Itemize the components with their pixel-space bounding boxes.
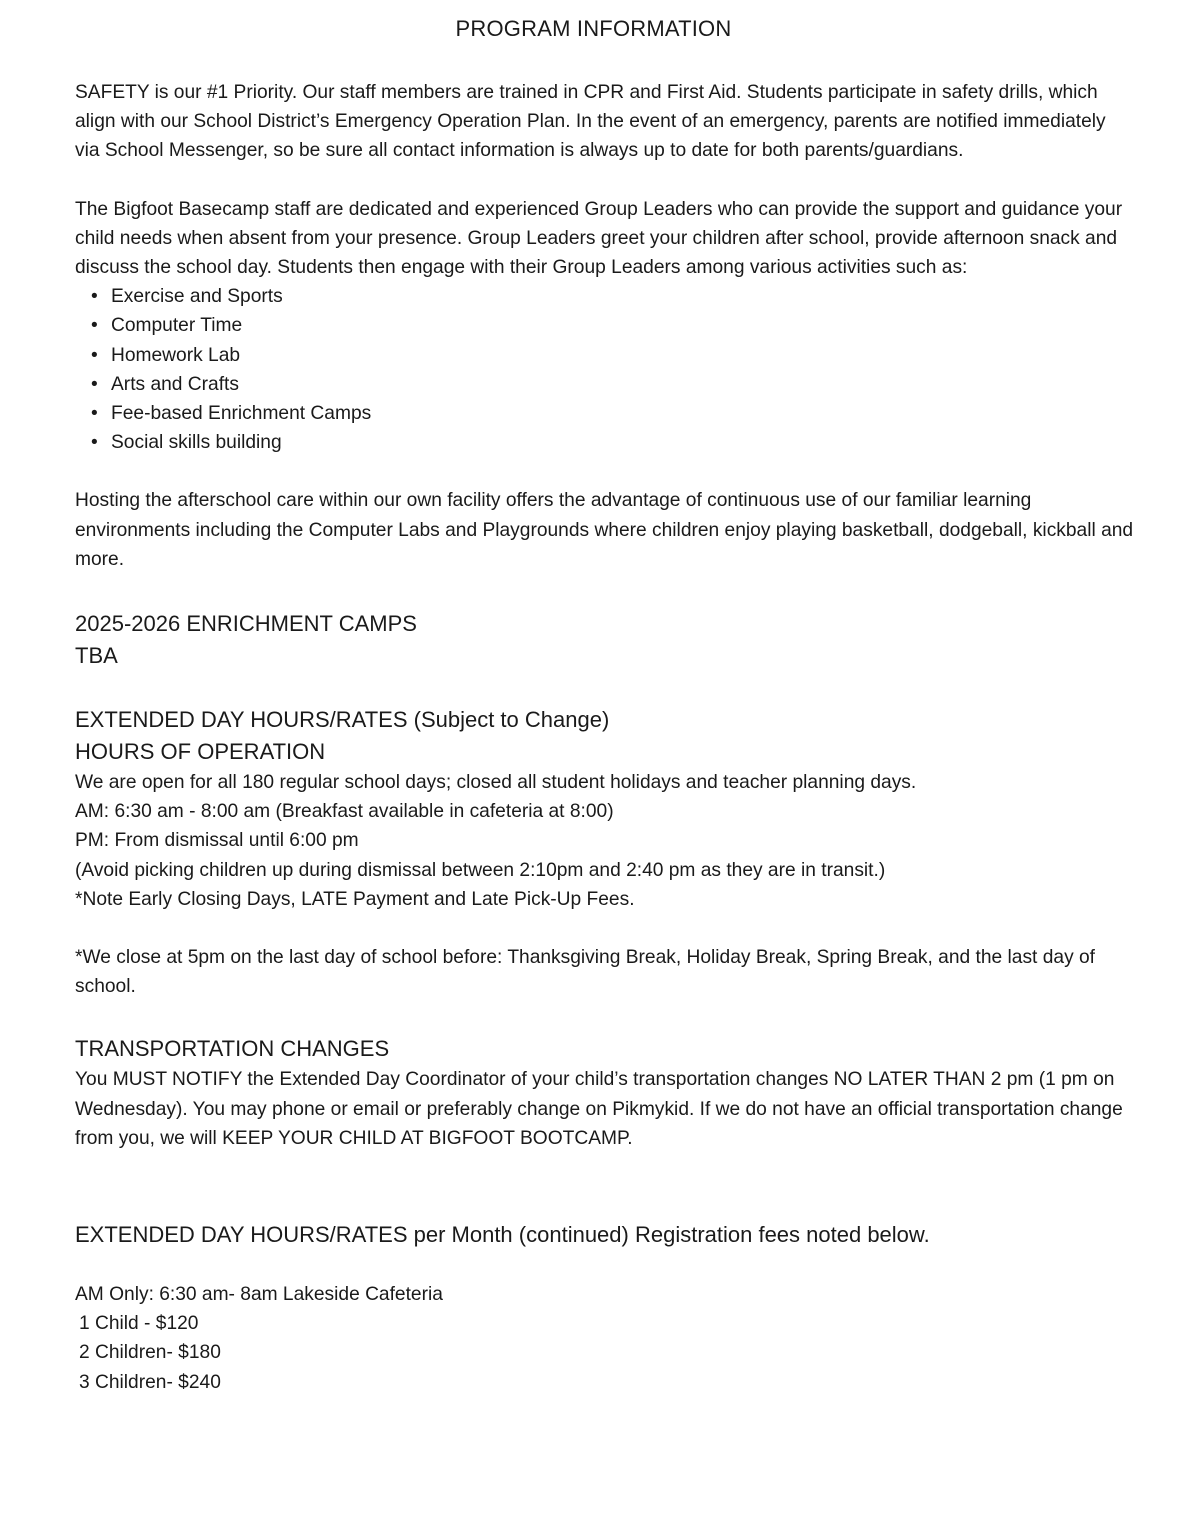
list-item-label: Social skills building xyxy=(111,432,282,454)
close-note: *We close at 5pm on the last day of school before: Thanksgiving Break, Holiday Break, Spring Break, and the last day of school. xyxy=(75,947,1095,998)
hours-line: We are open for all 180 regular school days; closed all student holidays and teacher planning days. xyxy=(75,772,917,794)
page-title: PROGRAM INFORMATION xyxy=(455,16,732,41)
list-item xyxy=(75,399,1135,428)
list-item-label: Arts and Crafts xyxy=(111,373,239,395)
rate-item: 1 Child - $120 xyxy=(79,1313,199,1335)
spacer xyxy=(75,914,1135,943)
spacer xyxy=(75,1153,1135,1219)
hours-heading: EXTENDED DAY HOURS/RATES (Subject to Change) xyxy=(75,707,610,733)
bullet-icon: • xyxy=(91,403,98,425)
enrichment-value: TBA xyxy=(75,643,118,669)
bullet-icon: • xyxy=(91,344,98,366)
bullet-icon: • xyxy=(91,373,98,395)
list-item xyxy=(75,370,1135,399)
list-item-label: Computer Time xyxy=(111,315,243,337)
list-item-label: Exercise and Sports xyxy=(111,286,283,308)
hours-line: *Note Early Closing Days, LATE Payment and Late Pick-Up Fees. xyxy=(75,888,635,910)
bullet-icon: • xyxy=(91,315,98,337)
transportation-heading: TRANSPORTATION CHANGES xyxy=(75,1036,390,1062)
hours-line: PM: From dismissal until 6:00 pm xyxy=(75,830,359,852)
spacer xyxy=(75,574,1135,608)
spacer xyxy=(75,457,1135,486)
enrichment-heading: 2025-2026 ENRICHMENT CAMPS xyxy=(75,611,417,637)
hosting-paragraph: Hosting the afterschool care within our own facility offers the advantage of continuous use of our familiar learning environments including the Computer Labs and Playgrounds where children enjoy playing basketball, dodgeball, kickball and more. xyxy=(75,490,1134,570)
bullet-icon: • xyxy=(91,286,98,308)
hours-line: AM: 6:30 am - 8:00 am (Breakfast available in cafeteria at 8:00) xyxy=(75,801,614,823)
list-item xyxy=(75,428,1135,457)
staff-paragraph: The Bigfoot Basecamp staff are dedicated and experienced Group Leaders who can provide the support and guidance your child needs when absent from your presence. Group Leaders greet your children after school, provide afternoon snack and discuss the school day. Students then engage with their Group Leaders among various activities such as: xyxy=(75,198,1123,279)
list-item xyxy=(75,282,1135,311)
transportation-paragraph: You MUST NOTIFY the Extended Day Coordinator of your child’s transportation changes NO LATER THAN 2 pm (1 pm on Wednesday). You may phone or email or preferably change on Pikmykid. If we do not have an official transportation change from you, we will KEEP YOUR CHILD AT BIGFOOT BOOTCAMP. xyxy=(75,1069,1123,1149)
spacer xyxy=(75,1001,1135,1033)
list-item-label: Fee-based Enrichment Camps xyxy=(111,403,372,425)
safety-paragraph: SAFETY is our #1 Priority. Our staff members are trained in CPR and First Aid. Students participate in safety drills, which align with our School District’s Emergency Operation Plan. In the event of an emergency, parents are notified immediately via School Messenger, so be sure all contact information is always up to date for both parents/guardians. xyxy=(75,82,1106,162)
hours-line: (Avoid picking children up during dismissal between 2:10pm and 2:40 pm as they are in transit.) xyxy=(75,859,886,881)
hours-subheading: HOURS OF OPERATION xyxy=(75,739,326,765)
list-item xyxy=(75,311,1135,340)
list-item xyxy=(75,341,1135,370)
am-only-line: AM Only: 6:30 am- 8am Lakeside Cafeteria xyxy=(75,1284,443,1306)
spacer xyxy=(75,166,1135,195)
document-body xyxy=(75,78,1135,1397)
spacer xyxy=(75,1251,1135,1280)
activities-list xyxy=(75,282,1135,457)
bullet-icon: • xyxy=(91,432,98,454)
spacer xyxy=(75,672,1135,704)
list-item-label: Homework Lab xyxy=(111,344,241,366)
rates-heading: EXTENDED DAY HOURS/RATES per Month (continued) Registration fees noted below. xyxy=(75,1222,930,1248)
rate-item: 3 Children- $240 xyxy=(79,1371,221,1393)
rate-item: 2 Children- $180 xyxy=(79,1342,221,1364)
